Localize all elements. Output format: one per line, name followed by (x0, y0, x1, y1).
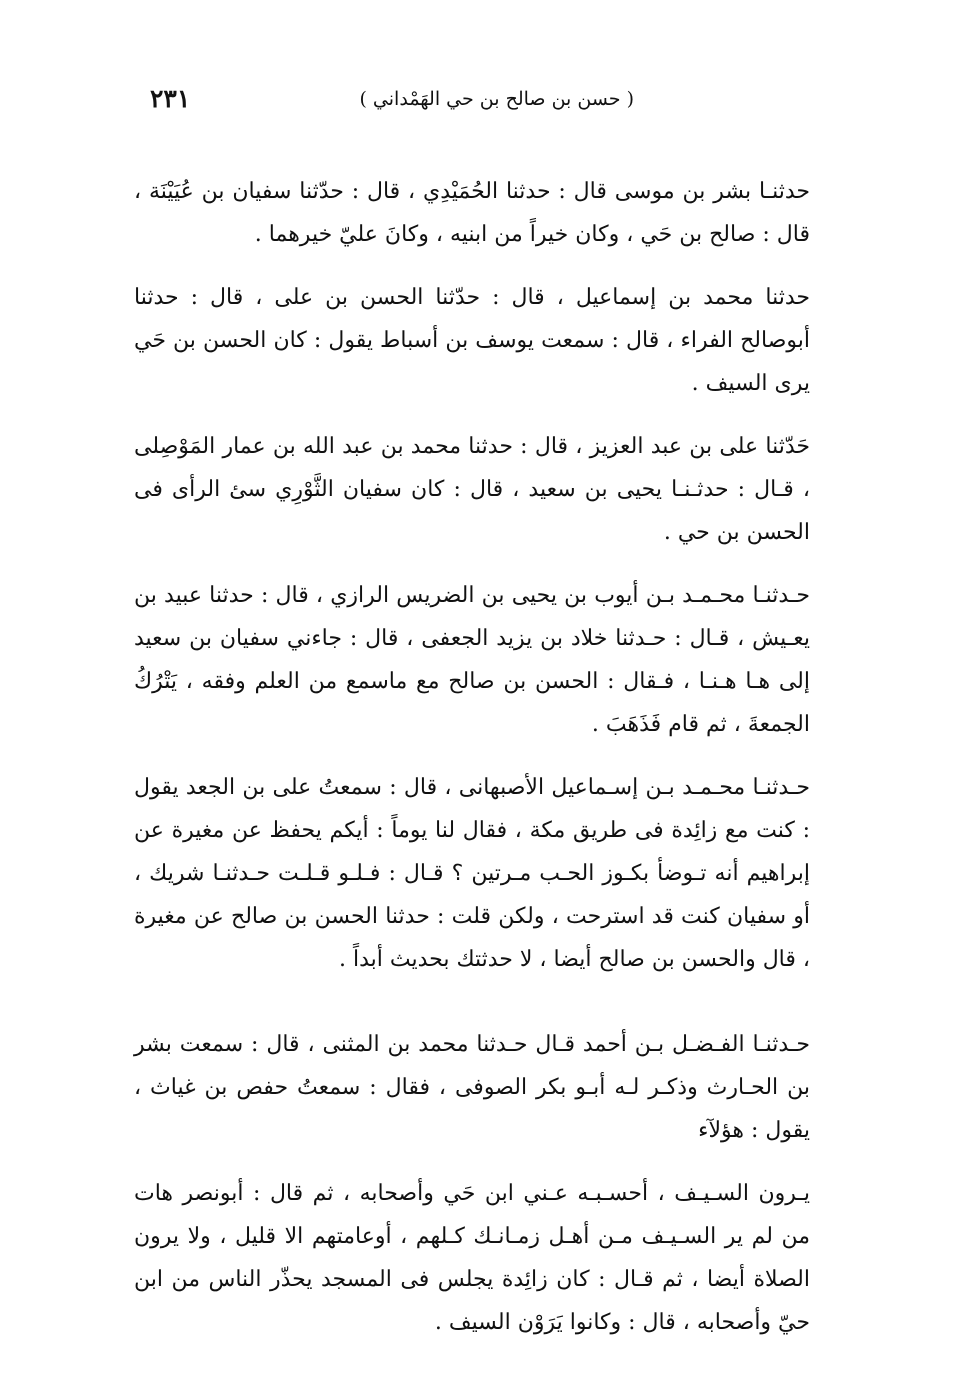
paragraph: حـدثنـا محـمـد بـن إسـماعيل الأصبهانى ، قال : سمعتُ على بن الجعد يقول : كنت مع زائِدة فى طريق مكة ، فقال لنا يوماً : أيكم يحفظ عن مغيرة عن إبراهيم أنه تـوضأ بكـوز الحـب مـرتين ؟ قـال : فـلـو قـلـت حـدثنـا شريك ، أو سفيان كنت قد استرحت ، ولكن قلت : حدثنا الحسن بن صالح عن مغيرة ، قال والحسن بن صالح أيضا ، لا حدثتك بحديث أبداً . (134, 775, 810, 972)
paragraph: حَدّثنا على بن عبد العزيز ، قال : حدثنا محمد بن عبد الله بن عمار المَوْصِلى ، قـال : حدثـنـا يحيى بن سعيد ، قال : كان سفيان الثَّوْرِي سئ الرأى فى الحسن بن حي . (134, 434, 810, 545)
paragraph: حدثنا محمد بن إسماعيل ، قال : حدّثنا الحسن بن على ، قال : حدثنا أبوصالح الفراء ، قال : سمعت يوسف بن أسباط يقول : كان الحسن بن حَي يرى السيف . (134, 285, 810, 396)
paragraph: حـدثنـا محـمـد بـن أيوب بن يحيى بن الضريس الرازي ، قال : حدثنا عبيد بن يعـيش ، قـال : حـدثنا خلاد بن يزيد الجعفى ، قال : جاءني سفيان بن سعيد إلى هـا هـنـا ، فـقال : الحسن بن صالح مع ماسمع من العلم وفقه ، يَتْرُكُ الجمعةَ ، ثم قام فَذَهَبَ . (134, 583, 810, 737)
paragraph: حدثنـا بشر بن موسى قال : حدثنا الحُمَيْدِي ، قال : حدّثنا سفيان بن عُيَيْنَة ، قال : صالح بن حَي ، وكان خيراً من ابنيه ، وكانَ عليّ خيرهما . (134, 179, 810, 247)
page-header (150, 84, 784, 120)
paragraph: حـدثنـا الفـضـل بـن أحمد قـال حـدثنا محمد بن المثنى ، قال : سمعت بشر بن الحـارث وذكـر لـه أبـو بكر الصوفى ، فقال : سمعتُ حفص بن غياث ، يقول : هؤلآء (134, 1032, 810, 1143)
page-number: ٢٣١ (150, 84, 191, 113)
paragraph: يـرون السـيـف ، أحسـبـه عـني ابن حَي وأصحابه ، ثم قال : أبونصر هات من لم ير السـيـف مـن أهـل زمـانـك كـلهم ، أوعامتهم الا قليل ، ولا يرون الصلاة أيضا ، ثم قـال : كان زائِدة يجلس فى المسجد يحذّر الناس من ابن حيّ وأصحابه ، قال : وكانوا يَرَوْن السيف . (134, 1181, 810, 1335)
body-text (134, 170, 810, 1364)
running-title: ( حسن بن صالح بن حي الهَمْداني ) (359, 88, 634, 110)
